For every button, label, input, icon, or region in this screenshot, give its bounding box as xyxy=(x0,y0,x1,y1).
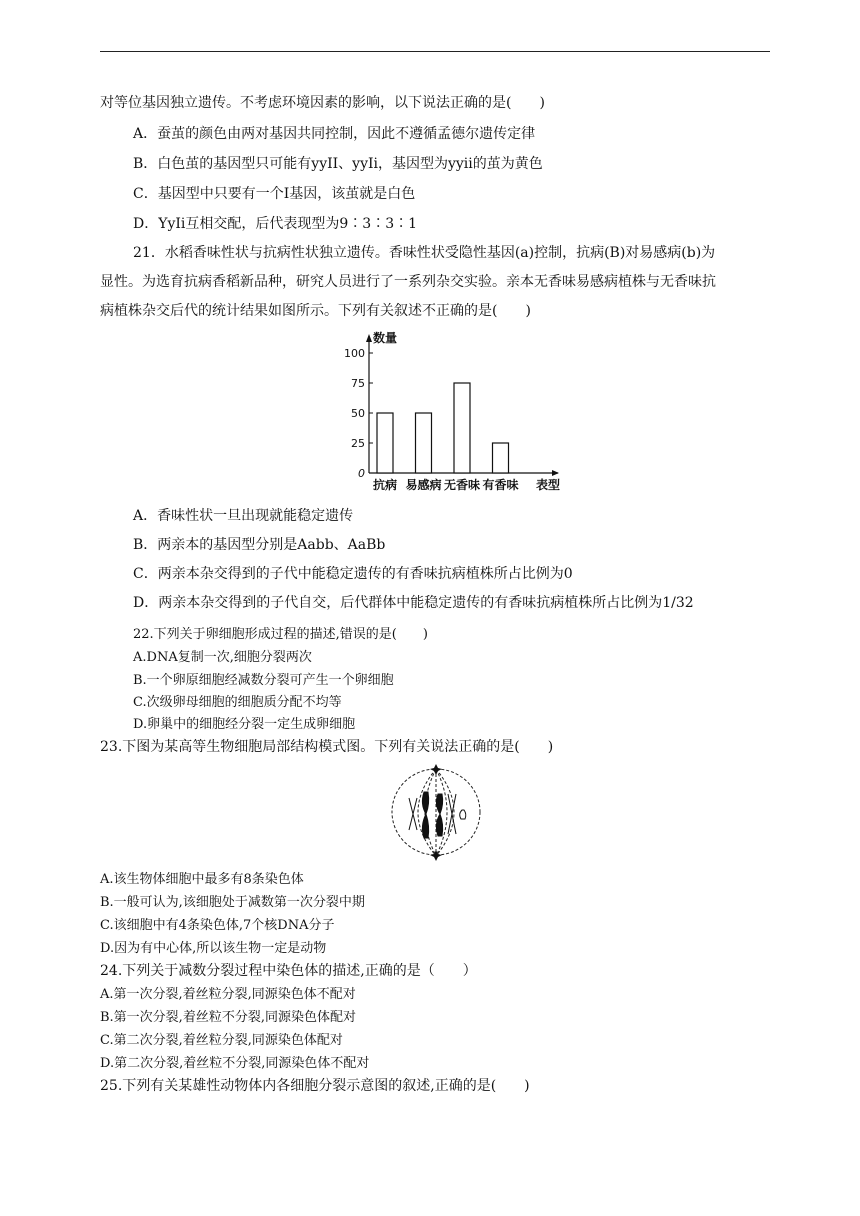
q25-stem: 25.下列有关某雄性动物体内各细胞分裂示意图的叙述,正确的是( ) xyxy=(100,1078,530,1094)
q22-option-a: A.DNA复制一次,细胞分裂两次 xyxy=(133,650,312,665)
q22-stem: 22.下列关于卵细胞形成过程的描述,错误的是( ) xyxy=(133,627,428,642)
bar xyxy=(454,383,470,473)
x-tick-label: 抗病 xyxy=(372,478,398,492)
y-tick-label: 75 xyxy=(351,377,365,390)
cell-division-diagram xyxy=(388,764,484,862)
chromosome-icon xyxy=(409,792,466,838)
q22-option-b: B.一个卵原细胞经减数分裂可产生一个卵细胞 xyxy=(133,673,394,688)
bar xyxy=(377,413,393,473)
q20-option-c: C．基因型中只要有一个I基因，该茧就是白色 xyxy=(133,186,416,202)
q21-option-a: A．香味性状一旦出现就能稳定遗传 xyxy=(133,508,354,524)
y-axis-label: 数量 xyxy=(373,331,398,345)
x-tick-label: 易感病 xyxy=(405,478,442,492)
bar xyxy=(416,413,432,473)
q23-stem: 23.下图为某高等生物细胞局部结构模式图。下列有关说法正确的是( ) xyxy=(100,739,554,755)
y-tick-label: 25 xyxy=(351,437,365,450)
bar xyxy=(493,443,509,473)
q21-stem-line-2: 显性。为选育抗病香稻新品种，研究人员进行了一系列杂交实验。亲本无香味易感病植株与无香味抗 xyxy=(100,274,716,290)
y-tick-label: 100 xyxy=(344,347,365,360)
phenotype-bar-chart xyxy=(330,326,570,494)
q24-stem: 24.下列关于减数分裂过程中染色体的描述,正确的是（ ） xyxy=(100,963,477,979)
y-tick-label: 0 xyxy=(358,467,365,480)
q23-option-c: C.该细胞中有4条染色体,7个核DNA分子 xyxy=(100,918,335,933)
q20-option-a: A．蚕茧的颜色由两对基因共同控制，因此不遵循孟德尔遗传定律 xyxy=(133,126,536,142)
q20-option-b: B．白色茧的基因型只可能有yyII、yyIi，基因型为yyii的茧为黄色 xyxy=(133,156,543,172)
q20-stem-tail: 对等位基因独立遗传。不考虑环境因素的影响，以下说法正确的是( ) xyxy=(100,95,545,111)
x-axis-arrow xyxy=(552,470,559,476)
y-tick-label: 50 xyxy=(351,407,365,420)
q24-option-b: B.第一次分裂,着丝粒不分裂,同源染色体配对 xyxy=(100,1010,356,1025)
q21-option-b: B．两亲本的基因型分别是Aabb、AaBb xyxy=(133,537,386,553)
q23-option-b: B.一般可认为,该细胞处于减数第一次分裂中期 xyxy=(100,895,365,910)
q21-option-c: C．两亲本杂交得到的子代中能稳定遗传的有香味抗病植株所占比例为0 xyxy=(133,566,573,582)
x-tick-label: 无香味 xyxy=(443,478,481,492)
q23-option-a: A.该生物体细胞中最多有8条染色体 xyxy=(100,872,304,887)
q22-option-c: C.次级卵母细胞的细胞质分配不均等 xyxy=(133,695,342,710)
y-axis-arrow xyxy=(366,334,372,342)
q21-stem-line-1: 21．水稻香味性状与抗病性状独立遗传。香味性状受隐性基因(a)控制，抗病(B)对易感病(b)为 xyxy=(133,245,716,261)
x-tick-label: 有香味 xyxy=(482,478,519,492)
q23-option-d: D.因为有中心体,所以该生物一定是动物 xyxy=(100,941,327,956)
q20-option-d: D．YyIi互相交配，后代表现型为9∶3∶3∶1 xyxy=(133,216,418,232)
x-axis-label: 表型 xyxy=(535,478,561,492)
header-rule xyxy=(100,51,770,52)
q21-option-d: D．两亲本杂交得到的子代自交，后代群体中能稳定遗传的有香味抗病植株所占比例为1/32 xyxy=(133,595,694,611)
q22-option-d: D.卵巢中的细胞经分裂一定生成卵细胞 xyxy=(133,717,356,732)
q24-option-c: C.第二次分裂,着丝粒分裂,同源染色体配对 xyxy=(100,1033,343,1048)
q21-stem-line-3: 病植株杂交后代的统计结果如图所示。下列有关叙述不正确的是( ) xyxy=(100,303,531,319)
q24-option-a: A.第一次分裂,着丝粒分裂,同源染色体不配对 xyxy=(100,987,356,1002)
q24-option-d: D.第二次分裂,着丝粒不分裂,同源染色体不配对 xyxy=(100,1056,370,1071)
chart-bars xyxy=(377,383,509,473)
